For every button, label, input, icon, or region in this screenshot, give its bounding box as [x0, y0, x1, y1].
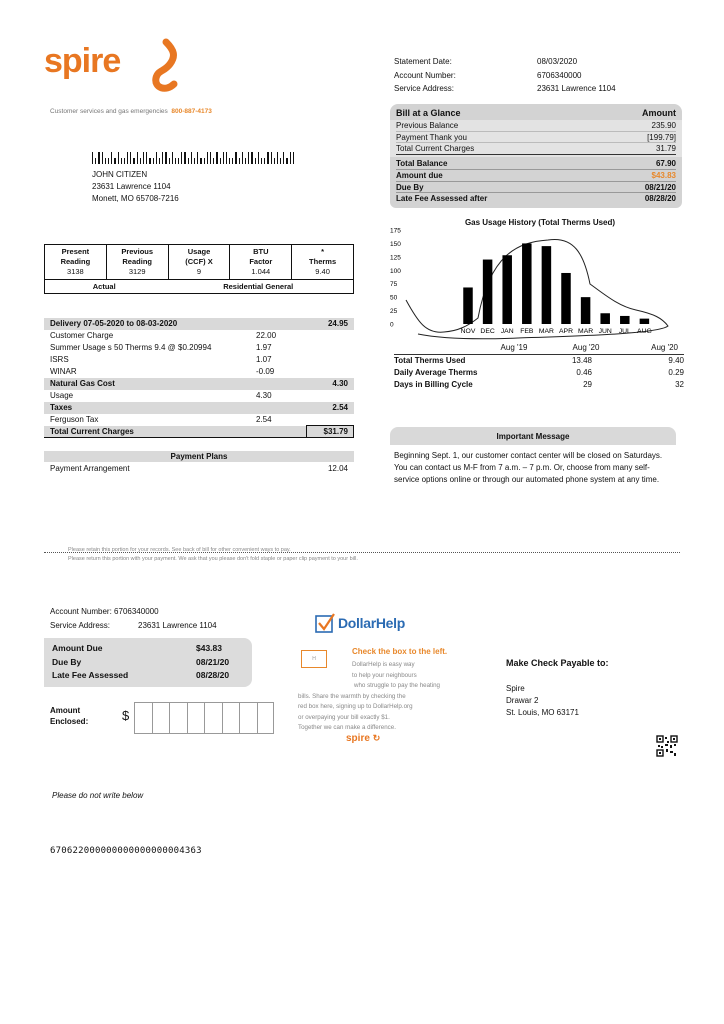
charge-row: Ferguson Tax 2.54 — [50, 415, 272, 424]
digit-box[interactable] — [152, 702, 170, 734]
customer-street: 23631 Lawrence 1104 — [92, 182, 171, 191]
usage-row: Daily Average Therms 0.46 0.29 — [394, 368, 684, 377]
barcode-bar — [239, 158, 240, 164]
barcode-bar — [172, 152, 173, 164]
meter-reading-table — [44, 244, 354, 294]
y-tick-label: 150 — [390, 240, 401, 248]
barcode-bar — [111, 152, 112, 164]
barcode-bar — [159, 158, 160, 164]
barcode-bar — [102, 152, 103, 164]
scan-line: 670622000000000000000004363 — [50, 846, 202, 856]
chart-bar — [581, 297, 591, 324]
glance-row: Total Current Charges 31.79 — [396, 144, 676, 154]
currency-symbol: $ — [122, 708, 130, 723]
dollarhelp-logo: DollarHelp — [314, 612, 424, 638]
x-tick-label: FEB — [520, 328, 534, 335]
customer-city: Monett, MO 65708-7216 — [92, 194, 179, 203]
barcode-bar — [274, 158, 275, 164]
usage-header: Aug '19 — [500, 343, 528, 352]
barcode-bar — [216, 152, 217, 164]
barcode-bar — [235, 152, 236, 164]
meter-footer: Actual Residential General — [45, 279, 353, 293]
barcode-bar — [146, 152, 147, 164]
meter-col-btu: BTU Factor 1.044 — [230, 245, 292, 279]
barcode-bar — [184, 152, 185, 164]
perforation-line — [44, 552, 680, 553]
important-message-body: Beginning Sept. 1, our customer contact center will be closed on Saturdays. You can contact us M-F from 7 a.m. – 7 p.m. Or, choose from many self-service options online or through our automated phone system at any time. — [394, 451, 663, 484]
barcode-bar — [251, 152, 252, 164]
taxes-section: Taxes 2.54 — [44, 402, 354, 414]
charge-row: Summer Usage s 50 Therms 9.4 @ $0.20994 1.97 — [50, 343, 272, 352]
amount-enclosed-field[interactable] — [134, 702, 274, 734]
digit-box[interactable] — [257, 702, 275, 734]
barcode-bar — [98, 152, 99, 164]
barcode-bar — [248, 152, 249, 164]
total-current-charges-value: $31.79 — [306, 425, 354, 438]
payment-plans-title: Payment Plans — [44, 451, 354, 462]
barcode-bar — [124, 158, 125, 164]
barcode-bar — [226, 152, 227, 164]
amount-enclosed-label: Amount Enclosed: — [50, 706, 89, 726]
barcode-bar — [95, 158, 96, 164]
delivery-section: Delivery 07-05-2020 to 08-03-2020 24.95 — [44, 318, 354, 330]
barcode-bar — [121, 158, 122, 164]
natural-gas-section: Natural Gas Cost 4.30 — [44, 378, 354, 390]
bill-at-a-glance — [390, 104, 682, 208]
chart-bar — [640, 319, 650, 324]
dollarhelp-check-icon — [314, 612, 336, 634]
payment-plans — [44, 451, 354, 475]
customer-service-line: Customer services and gas emergencies 800-887-4173 — [50, 108, 212, 115]
meter-col-present: Present Reading 3138 — [45, 245, 107, 279]
x-tick-label: MAR — [538, 328, 554, 335]
barcode-bar — [277, 152, 278, 164]
customer-name: JOHN CITIZEN — [92, 170, 148, 179]
stub-amount-box — [44, 638, 252, 687]
qr-code-icon — [656, 735, 678, 757]
x-tick-label: NOV — [460, 328, 476, 335]
payable-address: Spire Drawar 2 St. Louis, MO 63171 — [506, 684, 579, 717]
stub-row: Amount Due $43.83 — [52, 643, 222, 653]
spire-flame-icon — [144, 38, 194, 94]
barcode-bar — [105, 158, 106, 164]
barcode-bar — [92, 152, 93, 164]
barcode-bar — [210, 152, 211, 164]
barcode-bar — [232, 158, 233, 164]
barcode-bar — [271, 152, 272, 164]
usage-comparison — [394, 343, 684, 391]
chart-bar — [600, 313, 610, 324]
service-address-label: Service Address: — [394, 84, 455, 93]
barcode-bar — [114, 158, 115, 164]
barcode-bar — [213, 158, 214, 164]
y-tick-label: 25 — [390, 308, 398, 316]
charge-row: Usage 4.30 — [50, 391, 272, 400]
important-message-title: Important Message — [390, 427, 676, 445]
barcode-bar — [191, 152, 192, 164]
glance-total-row: Total Balance 67.90 — [396, 159, 676, 169]
tear-notes — [68, 543, 291, 557]
y-tick-label: 125 — [390, 254, 401, 262]
y-tick-label: 50 — [390, 294, 398, 302]
barcode-bar — [290, 152, 291, 164]
chart-bar — [561, 273, 571, 324]
barcode-bar — [165, 152, 166, 164]
do-not-write-note: Please do not write below — [52, 791, 144, 800]
barcode-bar — [264, 158, 265, 164]
barcode-bar — [197, 152, 198, 164]
postal-barcode — [92, 152, 302, 164]
barcode-bar — [175, 158, 176, 164]
barcode-bar — [181, 152, 182, 164]
total-current-charges: Total Current Charges $31.79 — [44, 426, 354, 438]
barcode-bar — [108, 158, 109, 164]
glance-total-row: Late Fee Assessed after 08/28/20 — [396, 194, 676, 204]
glance-row: Payment Thank you [199.79] — [396, 132, 676, 142]
chart-bar — [542, 246, 552, 324]
barcode-bar — [280, 158, 281, 164]
glance-title: Bill at a Glance — [396, 108, 461, 118]
y-tick-label: 0 — [390, 321, 394, 329]
usage-header: Aug '20 — [651, 343, 678, 352]
usage-header: Aug '20 — [572, 343, 600, 352]
chart-bar — [502, 255, 512, 324]
stub-address-label: Service Address: — [50, 621, 111, 630]
barcode-bar — [127, 152, 128, 164]
digit-box[interactable] — [204, 702, 222, 734]
barcode-bar — [156, 152, 157, 164]
digit-box[interactable] — [239, 702, 257, 734]
barcode-bar — [153, 158, 154, 164]
customer-service-phone[interactable]: 800-887-4173 — [171, 108, 212, 115]
account-number-label: Account Number: — [394, 70, 456, 80]
meter-col-previous: Previous Reading 3129 — [107, 245, 169, 279]
y-tick-label: 75 — [390, 281, 398, 289]
glance-total-row: Amount due $43.83 — [396, 170, 676, 180]
chart-bar — [463, 287, 473, 324]
usage-row: Days in Billing Cycle 29 32 — [394, 380, 684, 389]
barcode-bar — [245, 158, 246, 164]
barcode-bar — [255, 158, 256, 164]
barcode-bar — [242, 152, 243, 164]
x-tick-label: JUL — [618, 328, 631, 335]
stub-row: Late Fee Assessed 08/28/20 — [52, 670, 230, 680]
barcode-bar — [133, 158, 134, 164]
retain-note: Please retain this portion for your records. See back of bill for other convenient ways to pay. — [68, 547, 291, 553]
glance-row: Previous Balance 235.90 — [396, 121, 676, 130]
chart-bar — [483, 260, 493, 324]
barcode-bar — [261, 158, 262, 164]
barcode-bar — [220, 158, 221, 164]
stub-account-label: Account Number: — [50, 607, 112, 616]
y-tick-label: 175 — [390, 227, 401, 235]
spire-logo — [44, 38, 194, 98]
chart-bar — [620, 316, 630, 324]
chart-title: Gas Usage History (Total Therms Used) — [464, 218, 616, 227]
payable-title: Make Check Payable to: — [506, 658, 609, 668]
barcode-bar — [162, 152, 163, 164]
payment-plan-row: Payment Arrangement 12.04 — [50, 464, 348, 473]
digit-box[interactable] — [222, 702, 240, 734]
charge-row: WINAR -0.09 — [50, 367, 275, 376]
y-tick-label: 100 — [390, 267, 401, 275]
statement-date: 08/03/2020 — [537, 57, 578, 66]
barcode-bar — [267, 152, 268, 164]
mailing-address — [92, 169, 179, 205]
barcode-bar — [188, 158, 189, 164]
barcode-bar — [207, 152, 208, 164]
digit-box[interactable] — [134, 702, 152, 734]
account-number: 6706340000 — [537, 70, 582, 80]
charge-row: ISRS 1.07 — [50, 355, 272, 364]
barcode-bar — [204, 158, 205, 164]
gas-usage-chart — [378, 214, 684, 356]
x-tick-label: MAR — [578, 328, 594, 335]
dollarhelp-checkbox[interactable]: H — [301, 650, 327, 668]
dollarhelp-text: DollarHelp is easy way to help your neighbours who struggle to pay the heating bills. Share the warmth by checking the red box here, signing up to DollarHelp.org or overpaying your bill exactly $1. Together we can make a difference. — [298, 661, 440, 731]
barcode-bar — [118, 152, 119, 164]
digit-box[interactable] — [187, 702, 205, 734]
charge-row: Customer Charge 22.00 — [50, 331, 277, 340]
barcode-bar — [140, 158, 141, 164]
barcode-bar — [143, 152, 144, 164]
statement-header — [394, 55, 684, 96]
barcode-bar — [178, 158, 179, 164]
dollarhelp-headline: Check the box to the left. — [352, 647, 448, 656]
usage-row: Total Therms Used 13.48 9.40 — [394, 356, 684, 365]
meter-col-therms: * Therms 9.40 — [309, 247, 337, 276]
barcode-bar — [130, 152, 131, 164]
stub-account-info — [50, 605, 217, 633]
return-note: Please return this portion with your payment. We ask that you please don't fold staple or paper clip payment to your bill. — [68, 556, 358, 562]
meter-col-usage: Usage (CCF) X 9 — [169, 245, 231, 279]
barcode-bar — [149, 158, 150, 164]
x-tick-label: DEC — [480, 328, 495, 335]
barcode-bar — [293, 152, 294, 164]
x-tick-label: JAN — [500, 328, 514, 335]
barcode-bar — [283, 152, 284, 164]
logo-wordmark: spire — [44, 42, 121, 80]
glance-total-row: Due By 08/21/20 — [396, 182, 676, 192]
barcode-bar — [223, 152, 224, 164]
statement-date-label: Statement Date: — [394, 57, 452, 66]
dollarhelp-spire-logo: spire ↻ — [346, 733, 381, 744]
barcode-bar — [286, 158, 287, 164]
barcode-bar — [137, 152, 138, 164]
service-address: 23631 Lawrence 1104 — [537, 84, 616, 93]
x-tick-label: JUN — [598, 328, 612, 335]
stub-account: 6706340000 — [114, 607, 159, 616]
x-tick-label: AUG — [637, 328, 652, 335]
stub-row: Due By 08/21/20 — [52, 656, 230, 667]
glance-amount-header: Amount — [642, 108, 676, 118]
digit-box[interactable] — [169, 702, 187, 734]
chart-bar — [522, 243, 532, 324]
x-tick-label: APR — [559, 328, 573, 335]
important-message — [390, 427, 676, 486]
stub-address: 23631 Lawrence 1104 — [138, 621, 217, 630]
charges-detail — [44, 318, 354, 438]
barcode-bar — [258, 152, 259, 164]
barcode-bar — [194, 158, 195, 164]
barcode-bar — [200, 158, 201, 164]
barcode-bar — [169, 158, 170, 164]
barcode-bar — [229, 158, 230, 164]
